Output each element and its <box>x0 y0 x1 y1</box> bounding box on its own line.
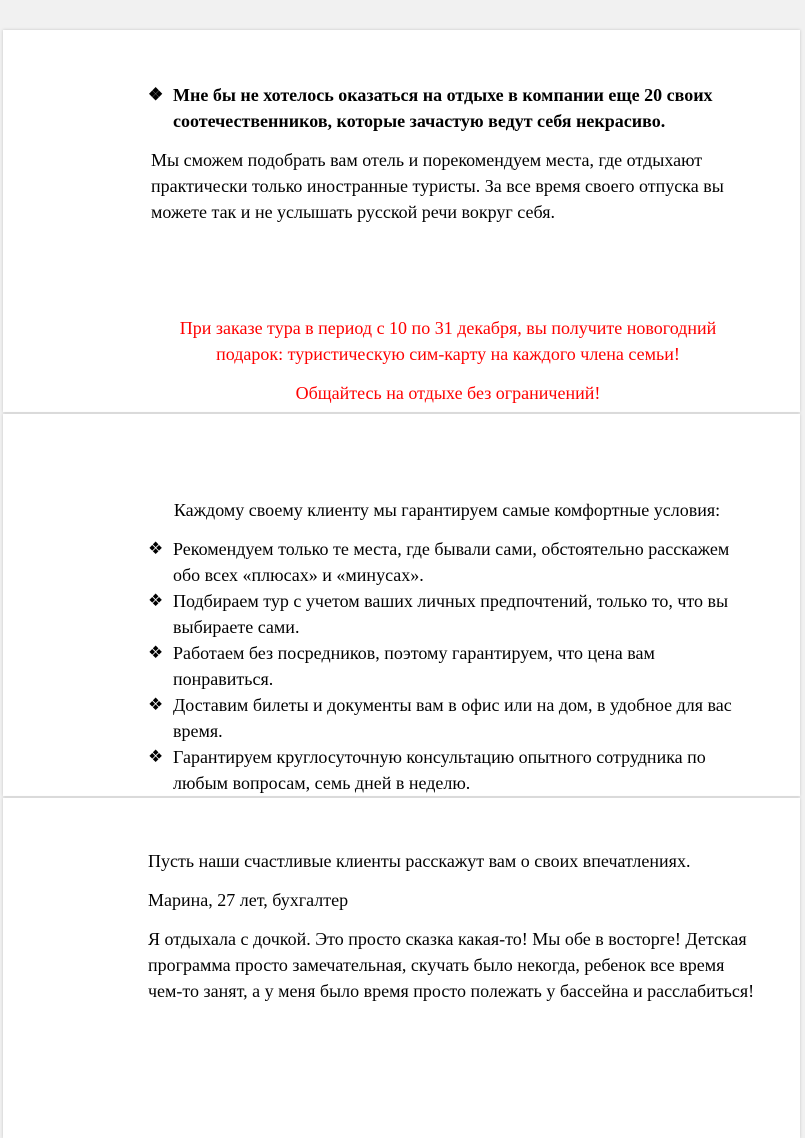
list-item: ❖ Рекомендуем только те места, где бывали сами, обстоятельно расскажем обо всех «плюсах» и «минусах». <box>148 536 748 588</box>
guarantees-intro: Каждому своему клиенту мы гарантируем самые комфортные условия: <box>173 500 721 520</box>
diamond-bullet-icon: ❖ <box>148 85 164 104</box>
document-page-1 <box>3 30 800 412</box>
reviews-intro: Пусть наши счастливые клиенты расскажут вам о своих впечатлениях. <box>148 851 691 871</box>
hotel-paragraph: Мы сможем подобрать вам отель и порекомендуем места, где отдыхают практически только иностранные туристы. За все время своего отпуска вы можете так и не услышать русской речи вокруг себя. <box>151 150 724 222</box>
review-text: Я отдыхала с дочкой. Это просто сказка какая-то! Мы обе в восторге! Детская программа просто замечательная, скучать было некогда, ребенок все время чем-то занят, а у меня было время просто полежать у бассейна и расслабиться! <box>148 929 755 1001</box>
diamond-bullet-icon: ❖ <box>148 591 164 610</box>
promo-line-1: При заказе тура в период с 10 по 31 декабря, вы получите новогодний <box>179 318 717 338</box>
review-author: Марина, 27 лет, бухгалтер <box>148 890 349 910</box>
promo-tagline: Общайтесь на отдыхе без ограничений! <box>295 383 601 403</box>
document-page-3 <box>3 798 800 1138</box>
diamond-bullet-icon: ❖ <box>148 643 164 662</box>
diamond-bullet-icon: ❖ <box>148 747 164 766</box>
list-item: ❖ Подбираем тур с учетом ваших личных предпочтений, только то, что вы выбираете сами. <box>148 588 748 640</box>
list-item: ❖ Гарантируем круглосуточную консультацию опытного сотрудника по любым вопросам, семь дней в неделю. <box>148 744 748 796</box>
document-page-2 <box>3 414 800 796</box>
bullet-heading-text: Мне бы не хотелось оказаться на отдыхе в компании еще 20 своих соотечественников, которые зачастую ведут себя некрасиво. <box>173 85 713 131</box>
bullet-heading <box>148 82 748 134</box>
diamond-bullet-icon: ❖ <box>148 539 164 558</box>
list-item: ❖ Работаем без посредников, поэтому гарантируем, что цена вам понравиться. <box>148 640 748 692</box>
promo-line-2: подарок: туристическую сим-карту на каждого члена семьи! <box>216 344 680 364</box>
list-item: ❖ Доставим билеты и документы вам в офис или на дом, в удобное для вас время. <box>148 692 748 744</box>
diamond-bullet-icon: ❖ <box>148 695 164 714</box>
